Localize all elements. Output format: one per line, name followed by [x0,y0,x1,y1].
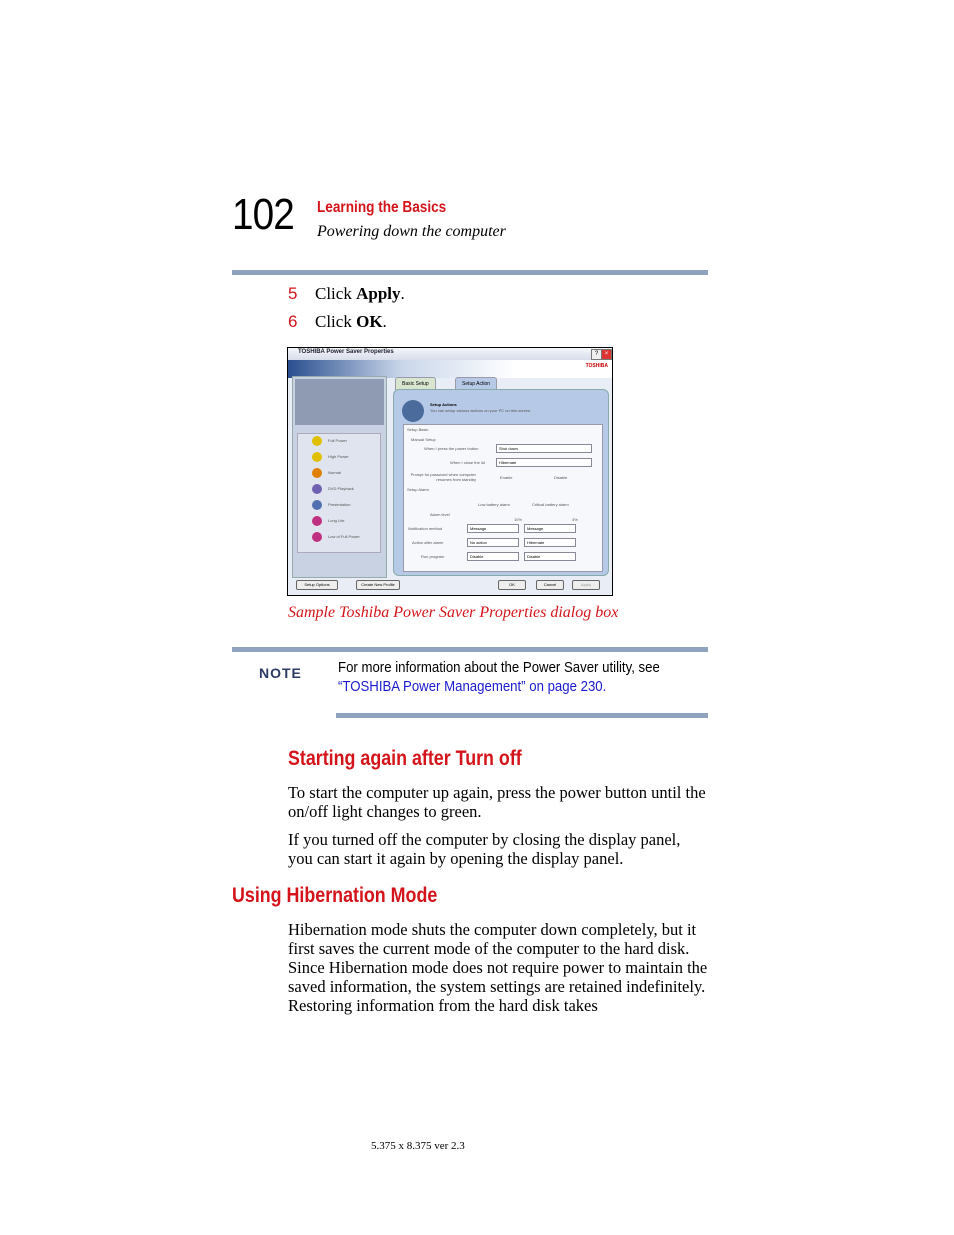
tab-setup-action[interactable]: Setup Action [455,377,497,390]
profile-item: Presentation [328,502,351,507]
magnifier-icon [312,452,322,462]
chapter-title: Learning the Basics [317,199,447,216]
tab-basic-setup[interactable]: Basic Setup [395,377,436,390]
power-management-link[interactable]: “TOSHIBA Power Management” on page 230. [338,678,607,695]
low-battery-checkbox[interactable]: Low battery alarm [478,502,510,507]
ok-button[interactable]: OK [498,580,526,590]
presentation-icon [312,500,322,510]
step-6: 6 Click OK. [288,312,387,331]
note-bottom-rule [336,713,708,718]
step-number: 5 [288,284,298,303]
actions-title: Setup Actions [430,402,457,407]
apply-button[interactable]: Apply [572,580,600,590]
low-action-select[interactable]: No action [467,538,519,547]
brand-logo: TOSHIBA [585,363,608,369]
magnifier-icon [312,532,322,542]
heading-starting-again: Starting again after Turn off [288,747,522,770]
setup-form [403,424,603,572]
close-icon: × [601,349,612,360]
paragraph: Hibernation mode shuts the computer down completely, but it first saves the current mode of the computer to the hard disk. Since Hibernation mode does not require power to maintain the saved information, the system settings are retained indefinitely. Restoring information from the hard disk takes [288,920,708,1015]
critical-battery-checkbox[interactable]: Critical battery alarm [532,502,569,507]
notification-label: Notification method [408,526,443,531]
critical-notification-select[interactable]: Message [524,524,576,533]
lid-label: When I close the lid [450,460,485,465]
run-program-label: Run program [421,554,445,559]
magnifier-icon [312,436,322,446]
note-label: NOTE [259,665,302,681]
power-button-select[interactable]: Shut down [496,444,592,453]
magnifier-icon [312,516,322,526]
password-label: Prompt for password when computer resumes from standby [410,472,476,482]
header-rule [232,270,708,275]
profile-item: DVD Playback [328,486,354,491]
dialog-title: TOSHIBA Power Saver Properties [298,349,394,355]
profile-item: Low of Full Power [328,534,360,539]
step-number: 6 [288,312,298,331]
profile-item: High Power [328,454,349,459]
section-title: Powering down the computer [317,223,506,240]
critical-percent: 3% [572,517,578,522]
profile-panel [292,376,387,578]
setup-options-button[interactable]: Setup Options [296,580,338,590]
wrench-icon [402,400,424,422]
power-button-label: When I press the power button [424,446,479,451]
profile-list [297,433,381,553]
note-top-rule [232,647,708,652]
critical-program-select[interactable]: Disable [524,552,576,561]
setup-alarm-label: Setup Alarm [407,487,429,492]
paragraph: If you turned off the computer by closing the display panel, you can start it again by opening the display panel. [288,830,681,868]
step-5: 5 Click Apply. [288,284,405,303]
power-saver-dialog-screenshot [287,347,613,596]
note-text: For more information about the Power Saver utility, see “TOSHIBA Power Management” on page 230. [338,659,660,695]
profile-item: Full Power [328,438,347,443]
help-icon: ? [591,349,602,360]
heading-hibernation: Using Hibernation Mode [232,884,438,907]
lid-select[interactable]: Hibernate [496,458,592,467]
actions-subtitle: You can setup various actions on your PC on this screen. [430,408,532,413]
setup-basic-label: Setup Basic [407,427,429,432]
paragraph: To start the computer up again, press the power button until the on/off light changes to green. [288,783,706,821]
page-footer: 5.375 x 8.375 ver 2.3 [371,1140,465,1152]
low-percent: 10% [514,517,523,522]
low-notification-select[interactable]: Message [467,524,519,533]
create-profile-button[interactable]: Create New Profile [356,580,400,590]
low-program-select[interactable]: Disable [467,552,519,561]
manual-setup-label: Manual Setup [411,437,436,442]
magnifier-icon [312,468,322,478]
critical-action-select[interactable]: Hibernate [524,538,576,547]
profile-item: Normal [328,470,341,475]
alarm-level-label: Alarm level [430,512,450,517]
dvd-icon [312,484,322,494]
battery-status-box [295,379,384,425]
enable-radio[interactable]: Enable [500,475,513,480]
disable-radio[interactable]: Disable [554,475,568,480]
cancel-button[interactable]: Cancel [536,580,564,590]
action-after-label: Action after alarm [412,540,444,545]
profile-item: Long Life [328,518,345,523]
page-number: 102 [232,190,294,239]
figure-caption: Sample Toshiba Power Saver Properties dialog box [288,604,619,621]
